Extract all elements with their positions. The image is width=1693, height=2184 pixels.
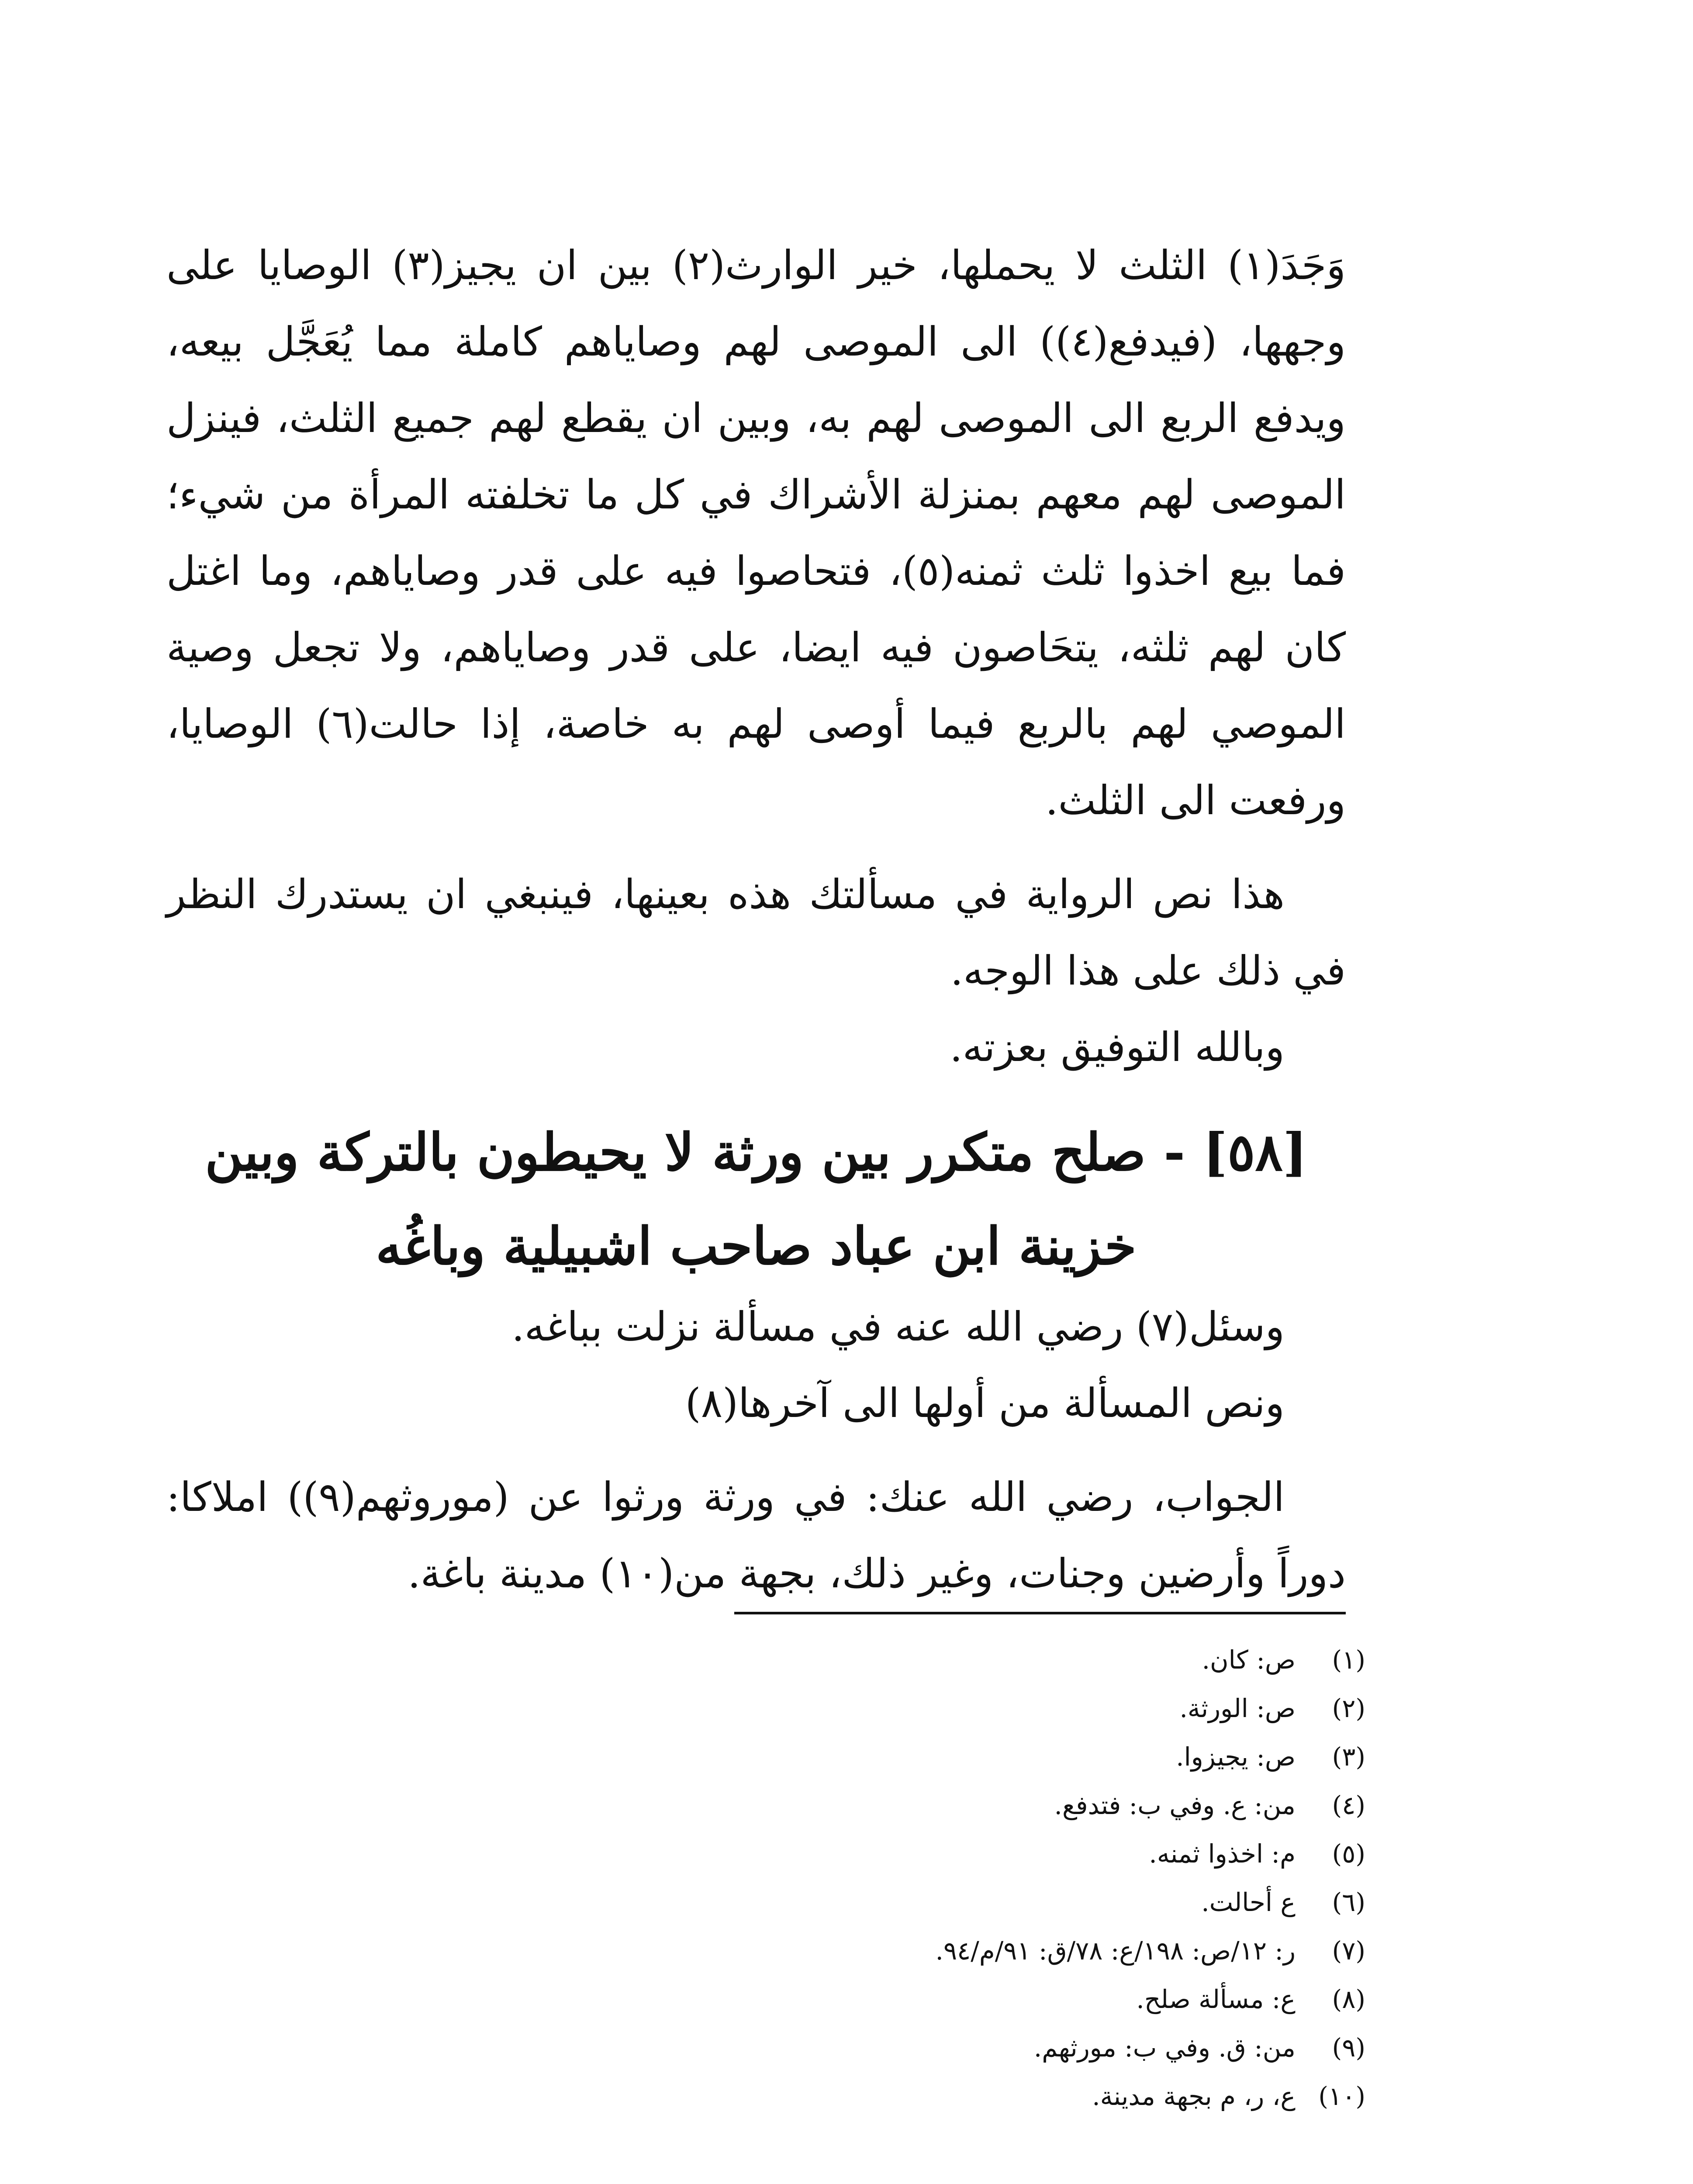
footnote-number: (٢)	[1332, 1693, 1365, 1723]
footnote-text: ص: كان.	[1202, 1645, 1296, 1675]
footnote-number: (٣)	[1332, 1742, 1365, 1772]
footnote-number: (١)	[1332, 1645, 1365, 1675]
footnote-text: من: ع. وفي ب: فتدفع.	[1054, 1790, 1296, 1820]
footnote-text: ع: مسألة صلح.	[1136, 1984, 1296, 2014]
footnote-number: (٥)	[1332, 1839, 1365, 1869]
footnote-4	[623, 1781, 1365, 1830]
footnote-number: (١٠)	[1318, 2081, 1365, 2111]
footnote-10	[623, 2072, 1365, 2121]
body-paragraph-6: الجواب، رضي الله عنك: في ورثة ورثوا عن (موروثهم(٩)) املاكا: دوراً وأرضين وجنات، وغير ذلك، بجهة من(١٠) مدينة باغة.	[166, 1474, 1346, 1597]
footnote-7	[623, 1927, 1365, 1975]
footnote-text: ع، ر، م بجهة مدينة.	[1092, 2081, 1296, 2111]
footnote-text: ر: ١٢/ص: ١٩٨/ع: ٧٨/ق: ٩١/م/٩٤.	[935, 1936, 1296, 1966]
footnote-2	[623, 1684, 1365, 1733]
footnote-text: م: اخذوا ثمنه.	[1149, 1839, 1296, 1869]
footnote-9	[623, 2024, 1365, 2072]
footnotes-list	[623, 1636, 1365, 2121]
body-paragraph-2: هذا نص الرواية في مسألتك هذه بعينها، فينبغي ان يستدرك النظر في ذلك على هذا الوجه.	[166, 871, 1346, 994]
footnote-text: ص: الورثة.	[1179, 1693, 1296, 1723]
section-title: [٥٨] - صلح متكرر بين ورثة لا يحيطون بالتركة وبين خزينة ابن عباد صاحب اشبيلية وباغُه	[205, 1122, 1307, 1276]
body-paragraph-4: وسئل(٧) رضي الله عنه في مسألة نزلت بباغه.	[511, 1303, 1285, 1350]
footnote-divider	[734, 1612, 1346, 1614]
body-paragraph-3: وبالله التوفيق بعزته.	[950, 1024, 1285, 1071]
footnote-number: (٧)	[1332, 1936, 1365, 1966]
footnote-3	[623, 1733, 1365, 1781]
footnote-8	[623, 1975, 1365, 2024]
footnote-6	[623, 1878, 1365, 1927]
body-paragraph-5: ونص المسألة من أولها الى آخرها(٨)	[685, 1380, 1285, 1427]
footnote-number: (٦)	[1332, 1887, 1365, 1917]
body-paragraph-1: وَجَدَ(١) الثلث لا يحملها، خير الوارث(٢) بين ان يجيز(٣) الوصايا على وجهها، (فيدفع(٤)) الى الموصى لهم وصاياهم كاملة مما يُعَجَّل بيعه، ويدفع الربع الى الموصى لهم به، وبين ان يقطع لهم جميع الثلث، فينزل الموصى لهم معهم بمنزلة الأشراك في كل ما تخلفته المرأة من شيء؛ فما بيع اخذوا ثلث ثمنه(٥)، فتحاصوا فيه على قدر وصاياهم، وما اغتل كان لهم ثلثه، يتحَاصون فيه ايضا، على قدر وصاياهم، ولا تجعل وصية الموصي لهم بالربع فيما أوصى لهم به خاصة، إذا حالت(٦) الوصايا، ورفعت الى الثلث.	[166, 242, 1346, 824]
footnote-text: من: ق. وفي ب: مورثهم.	[1033, 2033, 1296, 2063]
footnote-5	[623, 1830, 1365, 1878]
footnote-number: (٨)	[1332, 1984, 1365, 2014]
footnote-number: (٤)	[1332, 1790, 1365, 1820]
footnote-text: ع أحالت.	[1201, 1887, 1296, 1917]
footnote-number: (٩)	[1332, 2033, 1365, 2063]
footnote-1	[623, 1636, 1365, 1684]
footnote-text: ص: يجيزوا.	[1176, 1742, 1296, 1772]
